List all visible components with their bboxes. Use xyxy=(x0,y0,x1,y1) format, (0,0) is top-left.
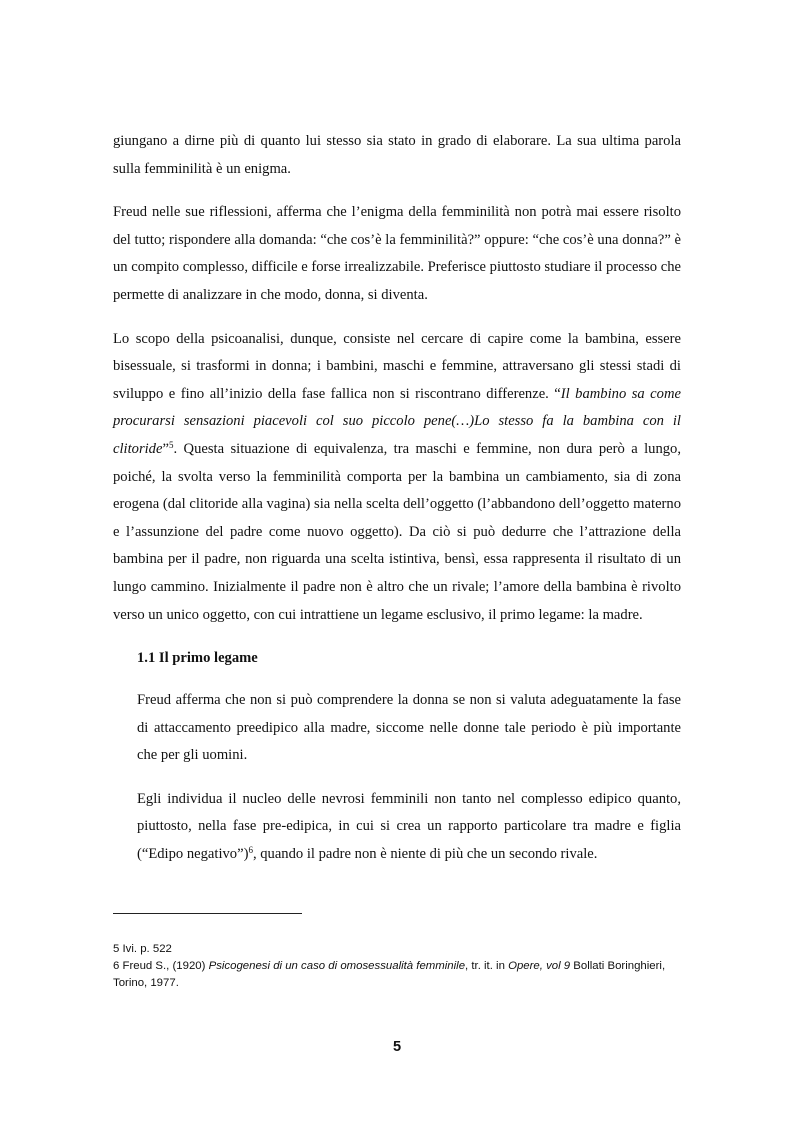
footnotes xyxy=(113,941,681,992)
footnote-separator xyxy=(113,913,302,914)
footnote-6-work: Opere, vol 9 xyxy=(508,960,571,972)
paragraph-1: giungano a dirne più di quanto lui stesso sia stato in grado di elaborare. La sua ultima parola sulla femminilità è un enigma. xyxy=(113,133,681,177)
paragraph-3 xyxy=(113,326,681,630)
footnote-5: 5 Ivi. p. 522 xyxy=(113,943,172,955)
footnote-6-author: 6 Freud S., (1920) xyxy=(113,960,209,972)
footnote-6 xyxy=(113,958,681,992)
paragraph-4: Freud afferma che non si può comprendere la donna se non si valuta adeguatamente la fase di attaccamento preedipico alla madre, siccome nelle donne tale periodo è più importante che per gli uomini. xyxy=(137,692,681,764)
quote-close: ” xyxy=(162,440,169,457)
paragraph-5 xyxy=(137,786,681,869)
paragraph-3-text-c: . Questa situazione di equivalenza, tra maschi e femmine, non dura però a lungo, poiché, la svolta verso la femminilità comporta per la bambina un cambiamento, sia di zona erogena (dal clitoride alla vagina) sia nella scelta dell’oggetto (l’abbandono dell’oggetto materno e l’assunzione del padre come nuovo oggetto). Da ciò si può dedurre che l’attrazione della bambina per il padre, non riguarda una scelta istintiva, bensì, essa rappresenta il risultato di un lungo cammino. Inizialmente il padre non è altro che un rivale; l’amore della bambina è rivolto verso un unico oggetto, con cui intrattiene un legame esclusivo, il primo legame: la madre. xyxy=(113,440,681,623)
freud-quote: Il bambino sa come procurarsi sensazioni piacevoli col suo piccolo pene(…)Lo stesso fa la bambina con il clitoride xyxy=(113,385,681,457)
footnote-6-publisher: Bollati Boringhieri, Torino, 1977. xyxy=(113,960,666,989)
section-heading: 1.1 Il primo legame xyxy=(137,650,258,667)
paragraph-5-text-a: Egli individua il nucleo delle nevrosi femminili non tanto nel complesso edipico quanto, piuttosto, nella fase pre-edipica, in cui si crea un rapporto particolare tra madre e figlia (“Edipo negativo”) xyxy=(137,790,681,863)
footnote-6-text-b: , tr. it. in xyxy=(465,960,509,972)
footnote-6-title: Psicogenesi di un caso di omosessualità femminile xyxy=(208,960,466,972)
page-number: 5 xyxy=(392,1039,402,1055)
paragraph-2: Freud nelle sue riflessioni, afferma che l’enigma della femminilità non potrà mai essere risolto del tutto; rispondere alla domanda: “che cos’è la femminilità?” oppure: “che cos’è una donna?” è un compito complesso, difficile e forse irrealizzabile. Preferisce piuttosto studiare il processo che permette di analizzare in che modo, donna, si diventa. xyxy=(113,204,681,303)
paragraph-3-text-a: Lo scopo della psicoanalisi, dunque, consiste nel cercare di capire come la bambina, essere bisessuale, si trasformi in donna; i bambini, maschi e femmine, attraversano gli stessi stadi di sviluppo e fino all’inizio della fase fallica non si riscontrano differenze. “ xyxy=(113,330,681,402)
body-text xyxy=(113,128,681,885)
footnote-ref-6[interactable]: 6 xyxy=(248,845,253,856)
paragraph-5-text-b: , quando il padre non è niente di più che un secondo rivale. xyxy=(252,846,598,863)
footnote-ref-5[interactable]: 5 xyxy=(168,439,174,450)
